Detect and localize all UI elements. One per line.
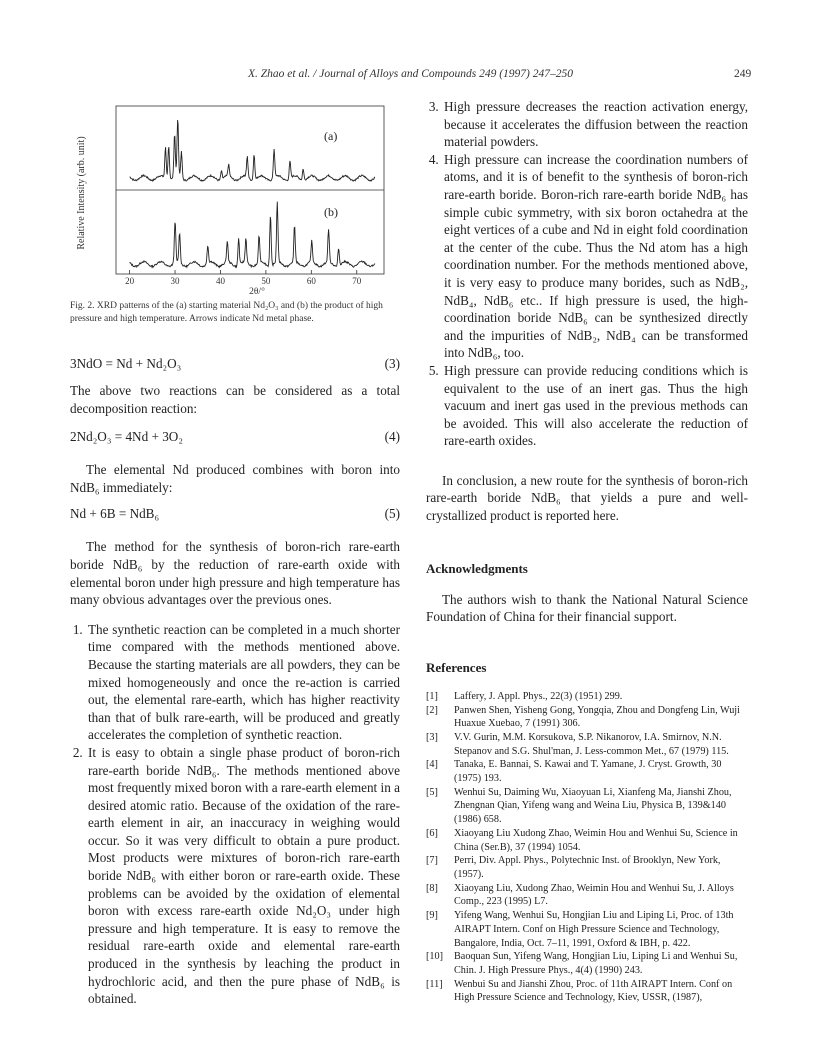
- x-axis-ticks: [125, 270, 362, 286]
- panel-a-label: (a): [324, 129, 338, 143]
- list-item: 4. High pressure can increase the coordination numbers of atoms, and it is of benefit to the synthesis of boron-rich rare-earth boride. Boron-rich rare-earth boride NdB₆ has simple cubic symmetry, with six boron octahedra at the eight vertices of a cube and Nd in eight fold coordination at the center of the cube. Thus the Nd atom has a high coordination number. For the methods mentioned above, it is very easy to produce many borides, such as NdB₂, NdB₄, NdB₆ etc.. If high pressure is used, the high-coordination boride NdB₆ can be synthesized directly and the impurities of NdB₂, NdB₄ can be transformed into NdB₆, too.: [442, 151, 748, 362]
- reference-text: Panwen Shen, Yisheng Gong, Yongqia, Zhou and Dongfeng Lin, Wuji Huaxue Xuebao, 7 (1991) 306.: [454, 704, 740, 730]
- conclusion-paragraph: In conclusion, a new route for the synthesis of boron-rich rare-earth boride NdB₆ that yields a pure and well-crystallized product is reported here.: [426, 472, 748, 524]
- reference-item: [426, 690, 748, 704]
- x-tick-label: 50: [261, 276, 271, 286]
- reference-item: [426, 786, 748, 827]
- acknowledgments-text: The authors wish to thank the National Natural Science Foundation of China for their financial support.: [426, 591, 748, 625]
- right-column: [426, 98, 748, 1005]
- equation-4-text: 2Nd₂O₃ = 4Nd + 3O₂: [70, 429, 183, 445]
- y-axis-label: Relative Intensity (arb. unit): [76, 136, 87, 250]
- reference-number: [8]: [426, 882, 438, 894]
- x-axis-label: 2θ/°: [249, 287, 265, 297]
- reference-text: Wenbui Su and Jianshi Zhou, Proc. of 11th AIRAPT Intern. Conf on High Pressure Science and Technology, Kiev, USSR, (1987),: [454, 978, 733, 1004]
- advantages-list-right: [426, 98, 748, 450]
- reference-text: Perri, Div. Appl. Phys., Polytechnic Inst. of Brooklyn, New York, (1957).: [454, 855, 721, 880]
- equation-5-text: Nd + 6B = NdB₆: [70, 506, 160, 522]
- xrd-chart: [70, 98, 400, 298]
- x-tick-label: 70: [352, 276, 362, 286]
- reference-text: Yifeng Wang, Wenhui Su, Hongjian Liu and Liping Li, Proc. of 13th AIRAPT Intern. Conf on High Pressure Science and Technology, Bangalore, India, Oct. 7–11, 1991, Oxford & IBH, p. 422.: [454, 910, 734, 949]
- panel-b-label: (b): [324, 205, 338, 219]
- references-heading: References: [426, 659, 487, 675]
- figure-caption: Fig. 2. XRD patterns of the (a) starting material Nd₂O₃ and (b) the product of high pressure and high temperature. Arrows indicate Nd metal phase.: [70, 301, 383, 324]
- list-item: 5. High pressure can provide reducing conditions which is equivalent to the use of an inert gas. Thus the high vacuum and inert gas used in the previous methods can be avoided. This will also accelerate the reduction of rare-earth oxides.: [442, 362, 748, 450]
- page-number: 249: [734, 68, 752, 80]
- x-tick-label: 60: [306, 276, 316, 286]
- acknowledgments-heading: Acknowledgments: [426, 560, 528, 576]
- reference-text: Tanaka, E. Bannai, S. Kawai and T. Yamane, J. Cryst. Growth, 30 (1975) 193.: [454, 759, 722, 785]
- reference-number: [11]: [426, 978, 443, 990]
- reference-number: [10]: [426, 951, 443, 963]
- xrd-trace-a: [130, 120, 375, 181]
- xrd-trace-b: [130, 202, 375, 268]
- list-item: 3. High pressure decreases the reaction activation energy, because it accelerates the diffusion between the reaction material powders.: [442, 98, 748, 151]
- reference-text: Wenhui Su, Daiming Wu, Xiaoyuan Li, Xianfeng Ma, Jianshi Zhou, Zhengnan Qian, Yifeng wang and Weina Liu, Physica B, 139&140 (1986) 658.: [454, 786, 732, 826]
- advantages-list-left: [70, 621, 400, 1008]
- reference-number: [6]: [426, 827, 438, 839]
- reference-item: [426, 704, 748, 731]
- x-tick-label: 20: [125, 276, 135, 286]
- reference-text: Xiaoyang Liu Xudong Zhao, Weimin Hou and Wenhui Su, Science in China (Ser.B), 37 (1994) 1054.: [454, 827, 738, 853]
- equation-4: [70, 429, 400, 449]
- reference-text: Baoquan Sun, Yifeng Wang, Hongjian Liu, Liping Li and Wenhui Su, Chin. J. High Pressure Phys., 4(4) (1990) 243.: [454, 951, 738, 976]
- reference-item: [426, 978, 748, 1005]
- reference-number: [7]: [426, 855, 438, 867]
- left-column: [70, 98, 400, 1008]
- xrd-figure: [70, 98, 400, 298]
- x-tick-label: 30: [170, 276, 180, 286]
- equation-3: [70, 356, 400, 376]
- reference-text: V.V. Gurin, M.M. Korsukova, S.P. Nikanorov, I.A. Smirnov, N.N. Stepanov and S.G. Shul'man, J. Less-common Met., 67 (1979) 115.: [454, 731, 729, 757]
- reference-item: [426, 909, 748, 950]
- reference-item: [426, 950, 748, 977]
- reference-item: [426, 731, 748, 758]
- equation-3-text: 3NdO = Nd + Nd₂O₃: [70, 356, 182, 371]
- reference-number: [2]: [426, 704, 438, 716]
- reference-text: Laffery, J. Appl. Phys., 22(3) (1951) 299.: [454, 690, 623, 702]
- reference-number: [5]: [426, 786, 438, 798]
- reference-item: [426, 882, 748, 909]
- paragraph-nd-boron: The elemental Nd produced combines with boron into NdB₆ immediately:: [70, 462, 400, 495]
- reference-list: [426, 690, 748, 1005]
- journal-citation: X. Zhao et al. / Journal of Alloys and Compounds 249 (1997) 247–250: [248, 68, 573, 80]
- paragraph-method-advantages: The method for the synthesis of boron-rich rare-earth boride NdB₆ by the reduction of rare-earth oxide with elemental boron under high pressure and high temperature has many obvious advantages over the previous ones.: [70, 539, 400, 608]
- reference-item: [426, 827, 748, 854]
- reference-item: [426, 854, 748, 881]
- list-item: 1. The synthetic reaction can be completed in a much shorter time compared with the methods mentioned above. Because the starting materials are all powders, they can be mixed homogeneously and once the re-action is carried out, the elemental rare-earth, which has higher reactivity than that of bulk rare-earth, will be produced and greatly accelerates the completion of synthetic reaction.: [86, 621, 400, 744]
- equation-4-number: (4): [384, 429, 400, 445]
- equation-5: [70, 506, 400, 526]
- reference-number: [9]: [426, 910, 438, 922]
- x-tick-label: 40: [215, 276, 225, 286]
- equation-3-number: (3): [384, 356, 400, 371]
- reference-number: [4]: [426, 759, 438, 771]
- reference-number: [1]: [426, 690, 438, 702]
- paragraph-total-reaction: The above two reactions can be considered as a total decomposition reaction:: [70, 383, 400, 416]
- list-item: 2. It is easy to obtain a single phase product of boron-rich rare-earth boride NdB₆. The methods mentioned above most frequently mixed boron with a rare-earth element in a desired atomic ratio. Because of the oxidation of the rare-earth element in air, an inaccuracy in weighing would occur. So it was very difficult to obtain a pure product. Most products were mixtures of boron-rich rare-earth boride NdB₆ with either boron or rare-earth oxide. These problems can be avoided by the oxidation of elemental boron with excess rare-earth oxide Nd₂O₃ under high pressure and high temperature. It is easy to remove the residual rare-earth oxide and elemental rare-earth produced in the synthesis by leaching the product in hydrochloric acid, and then the pure phase of NdB₆ is obtained.: [86, 744, 400, 1008]
- reference-number: [3]: [426, 731, 438, 743]
- reference-item: [426, 758, 748, 785]
- reference-text: Xiaoyang Liu, Xudong Zhao, Weimin Hou and Wenhui Su, J. Alloys Comp., 223 (1995) L7.: [454, 882, 734, 908]
- equation-5-number: (5): [384, 506, 400, 522]
